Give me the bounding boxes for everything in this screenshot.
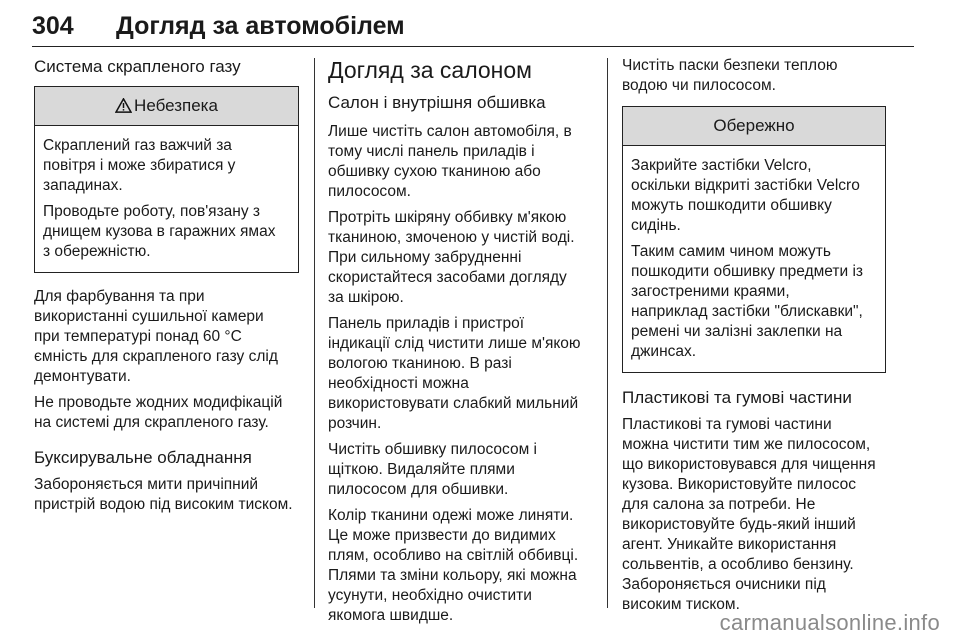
body-paragraph: Колір тканини одежі може линяти. Це може призвести до видимих плям, особливо на світлій оббивці. Плями та зміни кольору, які можна усунути, необхідно очистити якомога швидше.	[328, 507, 579, 624]
body-paragraph: Забороняється мити причіпний пристрій водою під високим тиском.	[34, 476, 293, 513]
column-right	[622, 56, 886, 621]
danger-title: Небезпека	[134, 96, 218, 115]
body-paragraph: Лише чистіть салон автомобіля, в тому числі панель приладів і обшивку сухою тканиною або пилососом.	[328, 123, 572, 200]
page-header	[32, 6, 914, 47]
plastic-rubber-heading: Пластикові та гумові частини	[622, 388, 852, 407]
caution-paragraph: Таким самим чином можуть пошкодити обшивку предмети із загостреними краями, наприклад застібки "блискавки", ремені чи залізні заклепки на джинсах.	[631, 243, 864, 360]
watermark: carmanualsonline.info	[719, 610, 940, 635]
column-divider	[314, 58, 315, 608]
danger-box-body	[35, 126, 298, 272]
column-left	[34, 56, 299, 521]
column-divider	[607, 58, 608, 608]
body-paragraph: Пластикові та гумові частини можна чистити тим же пилососом, що використовувався для чищення кузова. Використовуйте пилосос для салона за потреби. Не використовуйте будь-який інший агент. Уникайте використання сольвентів, а особливо бензину. Забороняється очисники під високим тиском.	[622, 416, 876, 613]
danger-paragraph: Скраплений газ важчий за повітря і може збиратися у западинах.	[43, 137, 236, 194]
caution-paragraph: Закрийте застібки Velcro, оскільки відкриті застібки Velcro можуть пошкодити обшивку сидінь.	[631, 157, 860, 234]
danger-box-header	[35, 87, 298, 126]
body-paragraph: Чистіть паски безпеки теплою водою чи пилососом.	[622, 57, 838, 94]
warning-triangle-icon	[115, 98, 132, 113]
page-number: 304	[32, 12, 74, 40]
body-paragraph: Не проводьте жодних модифікацій на системі для скрапленого газу.	[34, 394, 283, 431]
lpg-system-heading: Система скрапленого газу	[34, 57, 241, 76]
interior-care-heading: Догляд за салоном	[328, 57, 532, 83]
caution-box-header: Обережно	[623, 107, 885, 146]
body-paragraph: Для фарбування та при використанні сушильної камери при температурі понад 60 °C ємність для скрапленого газу слід демонтувати.	[34, 288, 278, 385]
column-middle	[328, 56, 593, 632]
danger-paragraph: Проводьте роботу, пов'язану з днищем кузова в гаражних ямах з обережністю.	[43, 203, 276, 260]
body-paragraph: Чистіть обшивку пилососом і щіткою. Видаляйте плями пилососом для обшивки.	[328, 441, 537, 498]
section-title: Догляд за автомобілем	[116, 12, 405, 40]
towing-equipment-heading: Буксирувальне обладнання	[34, 448, 252, 467]
caution-box-body	[623, 146, 885, 372]
danger-box	[34, 86, 299, 273]
body-paragraph: Протріть шкіряну оббивку м'якою тканиною, змоченою у чистій воді. При сильному забрудненні скористайтеся засобами догляду за шкірою.	[328, 209, 575, 306]
caution-box	[622, 106, 886, 373]
body-paragraph: Панель приладів і пристрої індикації слід чистити лише м'якою вологою тканиною. В разі необхідності можна використовувати слабкий мильний розчин.	[328, 315, 581, 432]
interior-trim-subheading: Салон і внутрішня обшивка	[328, 93, 546, 112]
